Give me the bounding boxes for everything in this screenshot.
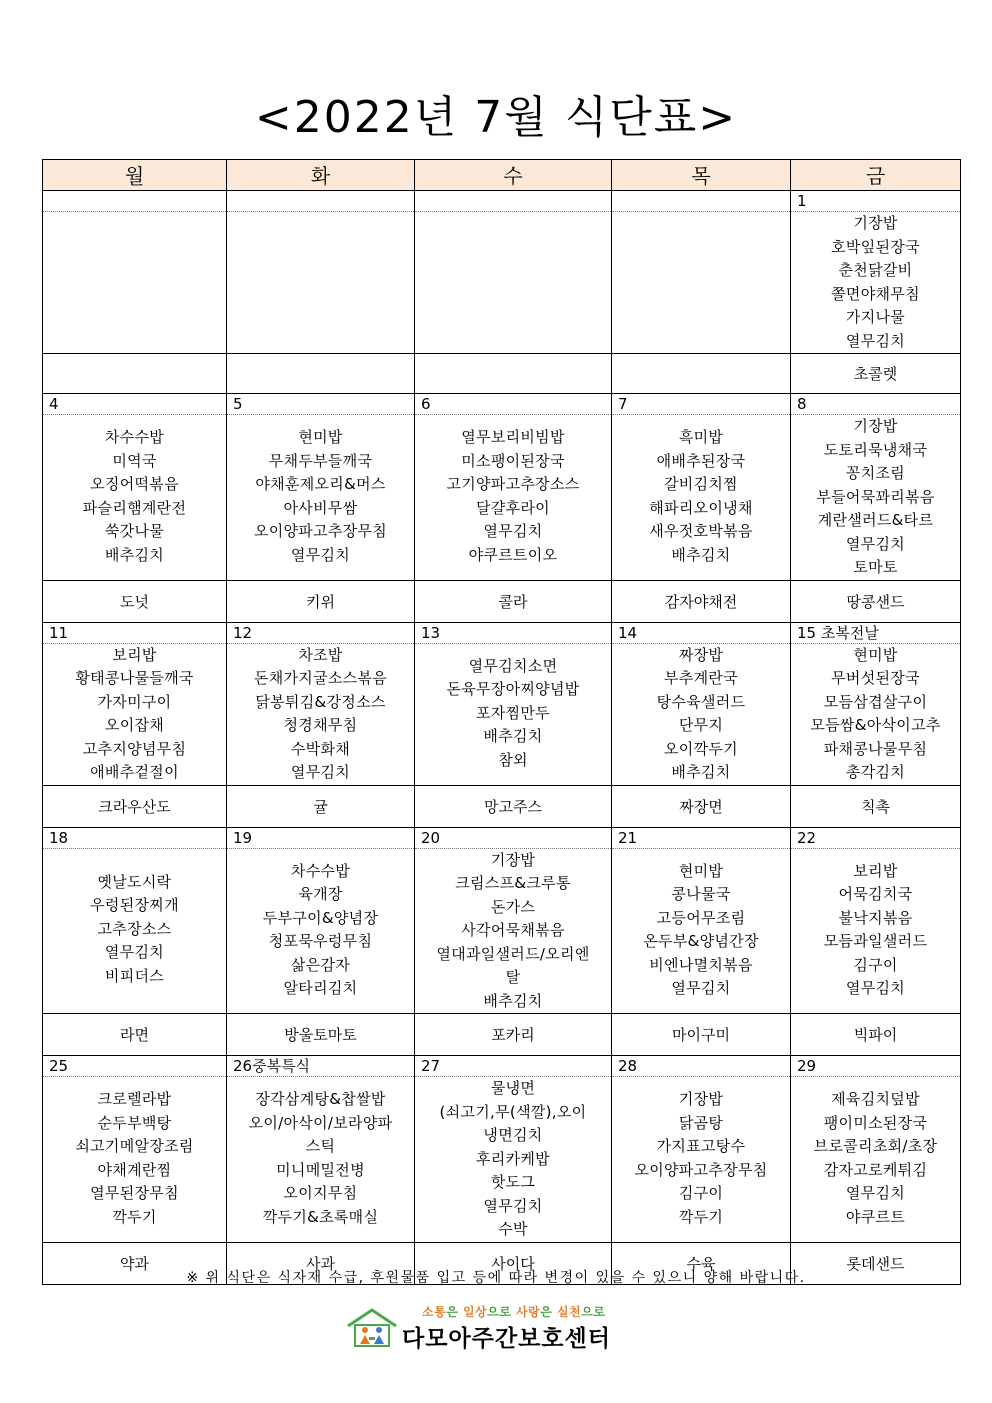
menu-list — [612, 415, 790, 567]
menu-list — [43, 849, 226, 989]
menu-item: 감자고로케튀김 — [823, 1160, 928, 1179]
date-label: 18 — [43, 828, 226, 849]
day-cell — [227, 622, 415, 785]
snack-cell: 감자야채전 — [612, 580, 791, 622]
menu-item: 열무김치 — [104, 943, 165, 961]
menu-item: 돈육무장아찌양념밥 — [446, 680, 580, 698]
date-label: 13 — [415, 623, 611, 644]
date-label: 29 — [791, 1056, 960, 1077]
day-header-row — [43, 160, 961, 191]
menu-item: 오이양파고추장무침 — [634, 1160, 768, 1179]
menu-item: 짜장밥 — [678, 645, 724, 664]
menu-item: 비피더스 — [104, 966, 165, 985]
date-label: 8 — [791, 394, 960, 415]
snack-cell: 포카리 — [415, 1014, 612, 1056]
snack-cell: 수육 — [612, 1242, 791, 1284]
menu-item: 삶은감자 — [290, 955, 351, 974]
menu-list — [791, 644, 960, 785]
page-title: <2022년 7월 식단표> — [254, 92, 738, 143]
day-cell — [415, 191, 612, 354]
day-cell — [415, 827, 612, 1014]
day-cell — [227, 1056, 415, 1243]
snack-cell — [612, 354, 791, 394]
menu-item: 오이지무침 — [283, 1184, 358, 1202]
menu-list — [227, 644, 414, 785]
menu-item: 파슬리햄계란전 — [82, 498, 187, 517]
menu-item: 새우젓호박볶음 — [649, 522, 753, 540]
menu-item: 애배추겉절이 — [90, 763, 179, 781]
day-cell — [227, 827, 415, 1014]
slogan-word: 으로 — [487, 1305, 517, 1319]
menu-item: 열무김치 — [845, 979, 906, 997]
menu-item: 돈가스 — [490, 897, 536, 916]
snack-cell: 방울토마토 — [227, 1014, 415, 1056]
menu-item: 불낙지볶음 — [838, 908, 913, 927]
menu-item: 부추계란국 — [664, 669, 738, 687]
menu-item: 열무김치 — [845, 1184, 906, 1202]
menu-item: 브로콜리초회/초장 — [813, 1137, 938, 1155]
meal-row — [43, 394, 961, 581]
menu-item: 고기양파고추장소스 — [446, 475, 580, 493]
day-cell — [791, 394, 961, 581]
menu-item: 열무김치 — [483, 522, 543, 540]
day-cell — [791, 1056, 961, 1243]
menu-item: 물냉면 — [490, 1079, 536, 1097]
menu-item: 제육김치덮밥 — [831, 1090, 920, 1108]
slogan-word: 은 — [446, 1305, 463, 1319]
date-label: 14 — [612, 623, 790, 644]
menu-item: 기장밥 — [490, 850, 536, 869]
day-cell — [415, 622, 612, 785]
day-cell — [43, 1056, 227, 1243]
menu-item: 고등어무조림 — [656, 908, 746, 927]
menu-item: 열무김치 — [671, 979, 731, 997]
snack-cell: 귤 — [227, 785, 415, 827]
menu-item: 육개장 — [298, 885, 343, 903]
menu-item: 쫄면야채무침 — [831, 284, 920, 303]
day-cell — [227, 394, 415, 581]
menu-list — [612, 212, 790, 281]
menu-item: 열무김치 — [845, 534, 906, 553]
date-label: 19 — [227, 828, 414, 849]
day-cell — [415, 394, 612, 581]
day-cell — [791, 191, 961, 354]
menu-item: 배추김치 — [671, 763, 731, 781]
menu-item: 황태콩나물들깨국 — [75, 669, 194, 687]
menu-item: 무버섯된장국 — [831, 669, 920, 687]
menu-item: 쇠고기메알장조림 — [75, 1137, 194, 1155]
menu-item: 알타리김치 — [283, 979, 358, 997]
menu-item: 기장밥 — [678, 1090, 724, 1108]
snack-cell: 도넛 — [43, 580, 227, 622]
menu-item: 수박화채 — [290, 739, 351, 758]
menu-list — [43, 212, 226, 281]
menu-item: 김구이 — [853, 955, 898, 974]
menu-item: 단무지 — [678, 716, 724, 734]
menu-item: 가지표고탕수 — [656, 1137, 746, 1155]
snack-row — [43, 1014, 961, 1056]
snack-cell: 사이다 — [415, 1242, 612, 1284]
menu-item: 청경채무침 — [283, 716, 358, 734]
menu-item: 후리카케밥 — [476, 1149, 550, 1168]
day-header: 화 — [227, 160, 415, 191]
snack-cell: 짜장면 — [612, 785, 791, 827]
menu-item: 모듬삼겹살구이 — [823, 692, 928, 711]
date-label: 27 — [415, 1056, 611, 1077]
menu-item: 수박 — [498, 1220, 528, 1238]
date-label: 7 — [612, 394, 790, 415]
menu-list — [612, 644, 790, 785]
menu-item: 도토리묵냉채국 — [823, 440, 928, 459]
menu-item: 콩나물국 — [671, 885, 731, 903]
date-label: 15 초복전날 — [791, 623, 960, 644]
day-cell — [791, 827, 961, 1014]
menu-item: 보리밥 — [112, 645, 157, 664]
meal-row — [43, 1056, 961, 1243]
menu-item: 해파리오이냉채 — [649, 498, 753, 517]
date-label — [612, 191, 790, 212]
date-label: 1 — [791, 191, 960, 212]
menu-item: 옛날도시락 — [97, 872, 172, 891]
meal-row — [43, 191, 961, 354]
menu-list — [227, 849, 414, 1001]
menu-list — [43, 1077, 226, 1229]
slogan-word: 실천 — [557, 1305, 582, 1319]
menu-item: 미역국 — [112, 451, 157, 470]
menu-item: 야채계란찜 — [97, 1160, 172, 1179]
menu-item: 돈채가지굴소스볶음 — [253, 669, 388, 687]
slogan-word: 은 — [540, 1305, 557, 1319]
menu-item: 쑥갓나물 — [104, 522, 165, 540]
center-logo — [340, 1300, 670, 1350]
snack-cell: 콜라 — [415, 580, 612, 622]
snack-cell: 칙촉 — [791, 785, 961, 827]
menu-item: 김구이 — [678, 1184, 724, 1202]
menu-item: 토마토 — [853, 558, 898, 576]
menu-item: 크로렐라밥 — [97, 1090, 172, 1108]
date-label: 22 — [791, 828, 960, 849]
menu-item: 호박잎된장국 — [831, 237, 920, 256]
menu-item: 야쿠르트 — [845, 1207, 906, 1226]
menu-item: 오이잡채 — [104, 716, 165, 734]
menu-item: 열무보리비빔밥 — [461, 428, 565, 446]
menu-item: 총각김치 — [845, 763, 906, 781]
snack-cell — [415, 354, 612, 394]
menu-item: 깍두기&초록매실 — [262, 1207, 379, 1226]
menu-item: (쇠고기,무(색깔),오이 — [439, 1102, 587, 1121]
menu-item: 깍두기 — [112, 1207, 157, 1226]
day-cell — [612, 191, 791, 354]
day-cell — [43, 622, 227, 785]
day-header: 월 — [43, 160, 227, 191]
menu-item: 열무김치소면 — [468, 656, 558, 675]
menu-item: 보리밥 — [853, 861, 898, 880]
meal-row — [43, 622, 961, 785]
menu-item: 계란샐러드&타르 — [817, 511, 934, 529]
menu-item: 가지나물 — [845, 308, 906, 326]
menu-list — [43, 644, 226, 785]
menu-item: 현미밥 — [298, 428, 343, 446]
menu-item: 배추김치 — [104, 545, 165, 564]
day-cell — [43, 827, 227, 1014]
menu-list — [227, 212, 414, 281]
menu-list — [415, 212, 611, 281]
menu-item: 달걀후라이 — [476, 498, 550, 517]
date-label: 21 — [612, 828, 790, 849]
day-header: 수 — [415, 160, 612, 191]
menu-list — [791, 212, 960, 353]
snack-cell: 라면 — [43, 1014, 227, 1056]
menu-item: 미니메밀전병 — [276, 1160, 365, 1179]
snack-row — [43, 785, 961, 827]
menu-list — [415, 849, 611, 1014]
menu-item: 기장밥 — [853, 417, 898, 435]
menu-item: 어묵김치국 — [838, 885, 913, 903]
menu-item: 배추김치 — [671, 545, 731, 564]
menu-list — [612, 1077, 790, 1229]
menu-list — [415, 644, 611, 773]
menu-item: 우렁된장찌개 — [90, 896, 179, 914]
menu-item: 고추장소스 — [97, 919, 172, 938]
menu-item: 열대과일샐러드/오리엔 — [436, 944, 590, 963]
menu-item: 탕수육샐러드 — [656, 692, 746, 711]
menu-item: 참외 — [498, 750, 528, 769]
date-label — [415, 191, 611, 212]
day-cell — [227, 191, 415, 354]
menu-item: 온두부&양념간장 — [643, 932, 759, 950]
date-label: 28 — [612, 1056, 790, 1077]
menu-item: 닭봉튀김&강정소스 — [255, 692, 386, 711]
date-label: 11 — [43, 623, 226, 644]
menu-item: 청포묵우렁무침 — [268, 932, 373, 950]
menu-item: 핫도그 — [490, 1173, 536, 1191]
day-cell — [612, 1056, 791, 1243]
meal-table — [42, 159, 961, 1285]
menu-item: 갈비김치찜 — [664, 475, 738, 493]
snack-cell: 크라우산도 — [43, 785, 227, 827]
snack-cell — [227, 354, 415, 394]
snack-cell: 마이구미 — [612, 1014, 791, 1056]
menu-list — [227, 1077, 414, 1229]
center-name: 다모아주간보호센터 — [402, 1326, 611, 1352]
date-label: 12 — [227, 623, 414, 644]
snack-row — [43, 580, 961, 622]
slogan-word: 사랑 — [516, 1305, 541, 1319]
date-label — [227, 191, 414, 212]
menu-item: 배추김치 — [483, 727, 543, 745]
menu-item: 순두부백탕 — [97, 1113, 172, 1132]
date-label: 20 — [415, 828, 611, 849]
menu-item: 모듬과일샐러드 — [823, 932, 928, 950]
day-header: 목 — [612, 160, 791, 191]
day-cell — [43, 191, 227, 354]
day-cell — [791, 622, 961, 785]
menu-item: 포자찜만두 — [476, 703, 550, 722]
slogan-word: 으로 — [581, 1305, 606, 1319]
snack-cell: 롯데샌드 — [791, 1242, 961, 1284]
menu-item: 열무김치 — [845, 331, 906, 350]
date-label: 4 — [43, 394, 226, 415]
menu-list — [43, 415, 226, 567]
snack-cell — [43, 354, 227, 394]
day-cell — [415, 1056, 612, 1243]
date-label: 5 — [227, 394, 414, 415]
menu-item: 흑미밥 — [678, 428, 724, 446]
date-label: 6 — [415, 394, 611, 415]
menu-item: 현미밥 — [853, 645, 898, 664]
menu-item: 가자미구이 — [97, 692, 172, 711]
menu-list — [791, 849, 960, 1001]
menu-item: 닭곰탕 — [678, 1113, 724, 1132]
menu-item: 열무김치 — [290, 763, 351, 781]
day-cell — [612, 394, 791, 581]
menu-list — [791, 1077, 960, 1229]
menu-item: 애배추된장국 — [656, 451, 746, 470]
snack-cell: 초콜렛 — [791, 354, 961, 394]
snack-cell: 약과 — [43, 1242, 227, 1284]
menu-list — [612, 849, 790, 1001]
menu-item: 사각어묵채볶음 — [461, 921, 565, 939]
menu-item: 팽이미소된장국 — [823, 1113, 928, 1132]
menu-item: 배추김치 — [483, 991, 543, 1010]
menu-item: 춘천닭갈비 — [838, 261, 913, 279]
menu-item: 두부구이&양념장 — [262, 908, 379, 927]
day-cell — [612, 827, 791, 1014]
menu-item: 열무김치 — [290, 545, 351, 564]
date-label: 26중복특식 — [227, 1056, 414, 1077]
menu-item: 부들어묵꽈리볶음 — [816, 487, 935, 506]
menu-item: 탈 — [505, 968, 521, 986]
menu-item: 오이/아삭이/보라양파 — [248, 1113, 393, 1132]
footnote: ※ 위 식단은 식자재 수급, 후원물품 입고 등에 따라 변경이 있을 수 있으니 양해 바랍니다. — [186, 1270, 806, 1286]
menu-item: 꽁치조림 — [845, 464, 906, 482]
menu-item: 비엔나멸치볶음 — [649, 955, 753, 974]
menu-item: 스틱 — [305, 1137, 336, 1155]
menu-item: 기장밥 — [853, 214, 898, 232]
snack-cell: 망고주스 — [415, 785, 612, 827]
menu-item: 무채두부들깨국 — [268, 451, 373, 470]
menu-item: 냉면김치 — [483, 1126, 543, 1144]
menu-item: 아사비무쌈 — [283, 498, 358, 517]
day-cell — [43, 394, 227, 581]
menu-item: 야채훈제오리&머스 — [255, 475, 386, 493]
date-label — [43, 191, 226, 212]
menu-list — [791, 415, 960, 580]
menu-item: 열무된장무침 — [90, 1184, 179, 1202]
snack-cell: 사과 — [227, 1242, 415, 1284]
menu-item: 차수수밥 — [104, 428, 165, 446]
menu-list — [415, 415, 611, 567]
menu-item: 오이깍두기 — [664, 739, 738, 758]
menu-item: 오이양파고추장무침 — [253, 522, 388, 540]
menu-item: 크림스프&크루통 — [455, 874, 571, 892]
day-cell — [612, 622, 791, 785]
logo-slogan — [422, 1303, 605, 1320]
snack-cell: 키위 — [227, 580, 415, 622]
menu-item: 장각삼계탕&찹쌀밥 — [255, 1090, 386, 1108]
date-label: 25 — [43, 1056, 226, 1077]
menu-item: 차수수밥 — [290, 861, 351, 880]
slogan-word: 일상 — [462, 1305, 488, 1319]
menu-item: 깍두기 — [678, 1207, 724, 1226]
menu-item: 파채콩나물무침 — [823, 739, 928, 758]
snack-cell: 빅파이 — [791, 1014, 961, 1056]
house-icon — [346, 1308, 398, 1348]
menu-list — [415, 1077, 611, 1242]
meal-row — [43, 827, 961, 1014]
snack-row — [43, 354, 961, 394]
menu-item: 오징어떡볶음 — [90, 475, 179, 493]
menu-item: 미소팽이된장국 — [461, 451, 565, 470]
menu-item: 차조밥 — [298, 645, 343, 664]
menu-item: 열무김치 — [483, 1196, 543, 1215]
snack-cell: 땅콩샌드 — [791, 580, 961, 622]
menu-list — [227, 415, 414, 567]
slogan-word: 소통 — [422, 1305, 447, 1319]
menu-item: 모듬쌈&아삭이고추 — [810, 716, 941, 734]
menu-item: 고추지양념무침 — [82, 739, 187, 758]
menu-item: 야쿠르트이오 — [468, 545, 558, 564]
menu-item: 현미밥 — [678, 861, 724, 880]
day-header: 금 — [791, 160, 961, 191]
